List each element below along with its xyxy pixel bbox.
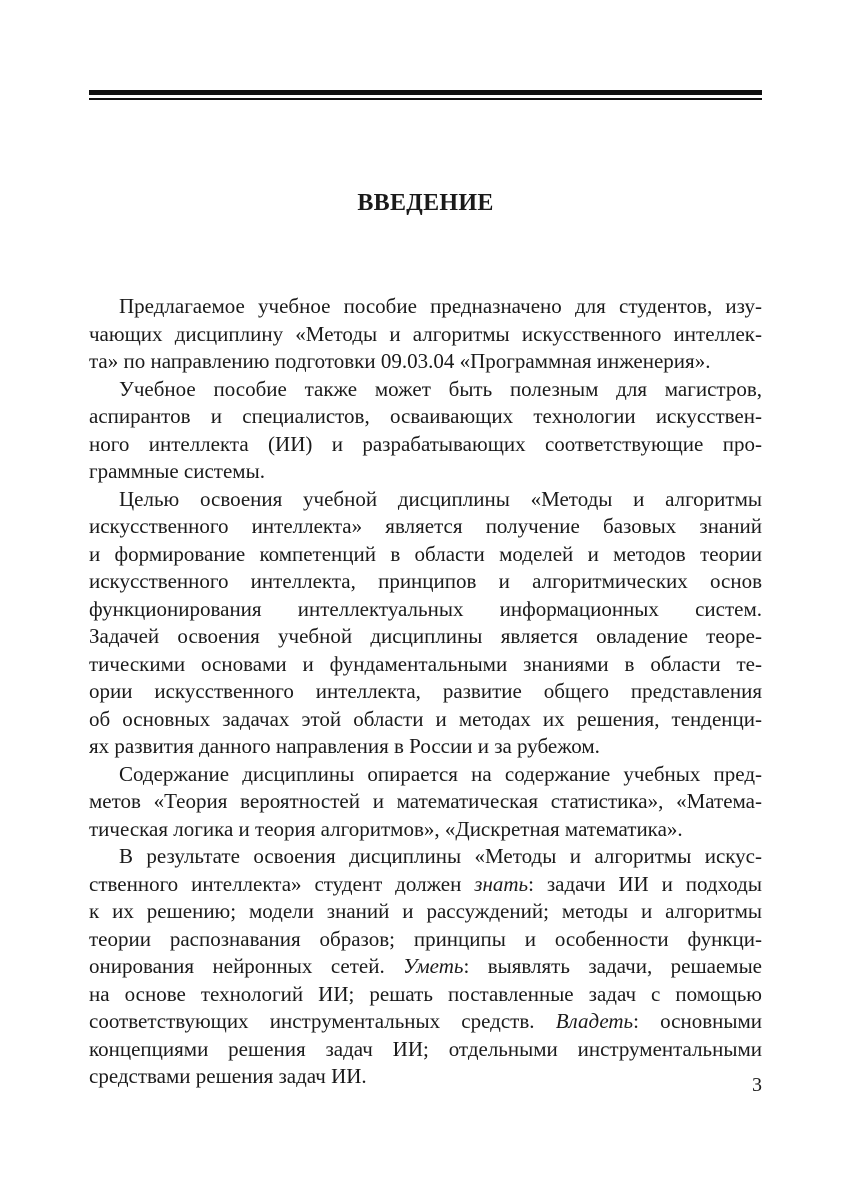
- text-run: : выявлять задачи, решаемые: [463, 954, 762, 978]
- header-rule-thin: [89, 98, 762, 100]
- text-line: искусственного интеллекта» является получение базовых знаний: [89, 514, 762, 538]
- text-line: та» по направлению подготовки 09.03.04 «Программная инженерия».: [89, 349, 711, 373]
- header-rule-thick: [89, 90, 762, 95]
- paragraph-4: [89, 761, 762, 844]
- text-line: тическими основами и фундаментальными знаниями в области те-: [89, 651, 762, 676]
- text-line: на основе технологий ИИ; решать поставленные задач с помощью: [89, 981, 762, 1006]
- text-line: функционирования интеллектуальных информационных систем.: [89, 596, 762, 621]
- text-line: аспирантов и специалистов, осваивающих технологии искусствен-: [89, 404, 762, 428]
- text-line: теории распознавания образов; принципы и особенности функци-: [89, 926, 762, 951]
- page-number: 3: [752, 1074, 762, 1096]
- text-line: ях развития данного направления в России и за рубежом.: [89, 734, 600, 758]
- text-run: : задачи ИИ и подходы: [528, 871, 762, 896]
- text-run: ственного интеллекта» студент должен: [89, 871, 475, 896]
- emphasis-know: знать: [474, 871, 529, 896]
- text-line: искусственного интеллекта, принципов и алгоритмических основ: [89, 569, 762, 593]
- text-line: тическая логика и теория алгоритмов», «Дискретная математика».: [89, 816, 683, 841]
- emphasis-can: Уметь: [403, 954, 464, 978]
- emphasis-master: Владеть: [555, 1009, 634, 1033]
- text-line: [89, 871, 762, 899]
- text-line: Учебное пособие также может быть полезным для магистров,: [119, 376, 762, 401]
- text-line: средствами решения задач ИИ.: [89, 1064, 367, 1088]
- text-line: и формирование компетенций в области моделей и методов теории: [89, 541, 762, 566]
- text-line: [89, 1008, 762, 1036]
- text-line: Задачей освоения учебной дисциплины является овладение теоре-: [89, 624, 762, 648]
- body-text: [89, 293, 762, 1091]
- text-line: ории искусственного интеллекта, развитие общего представления: [89, 679, 762, 703]
- page-title: ВВЕДЕНИЕ: [357, 190, 494, 216]
- text-line: Предлагаемое учебное пособие предназначено для студентов, изу-: [119, 294, 762, 318]
- paragraph-5: [89, 843, 762, 1091]
- text-line: концепциями решения задач ИИ; отдельными инструментальными: [89, 1036, 762, 1061]
- text-line: ного интеллекта (ИИ) и разрабатывающих соответствующие про-: [89, 431, 762, 456]
- text-line: чающих дисциплину «Методы и алгоритмы искусственного интеллек-: [89, 321, 762, 346]
- text-run: онирования нейронных сетей.: [89, 954, 404, 978]
- paragraph-2: [89, 376, 762, 486]
- text-line: В результате освоения дисциплины «Методы и алгоритмы искус-: [119, 844, 762, 868]
- text-run: : основными: [633, 1009, 762, 1033]
- text-line: к их решению; модели знаний и рассуждений; методы и алгоритмы: [89, 899, 762, 923]
- paragraph-3: [89, 486, 762, 761]
- text-line: граммные системы.: [89, 459, 265, 483]
- text-line: Содержание дисциплины опирается на содержание учебных пред-: [119, 761, 762, 786]
- text-line: об основных задачах этой области и методах их решения, тенденци-: [89, 706, 762, 731]
- text-line: [89, 953, 762, 981]
- paragraph-1: [89, 293, 762, 376]
- text-line: Целью освоения учебной дисциплины «Методы и алгоритмы: [119, 486, 762, 511]
- text-line: метов «Теория вероятностей и математическая статистика», «Матема-: [89, 789, 762, 813]
- text-run: соответствующих инструментальных средств.: [89, 1009, 556, 1033]
